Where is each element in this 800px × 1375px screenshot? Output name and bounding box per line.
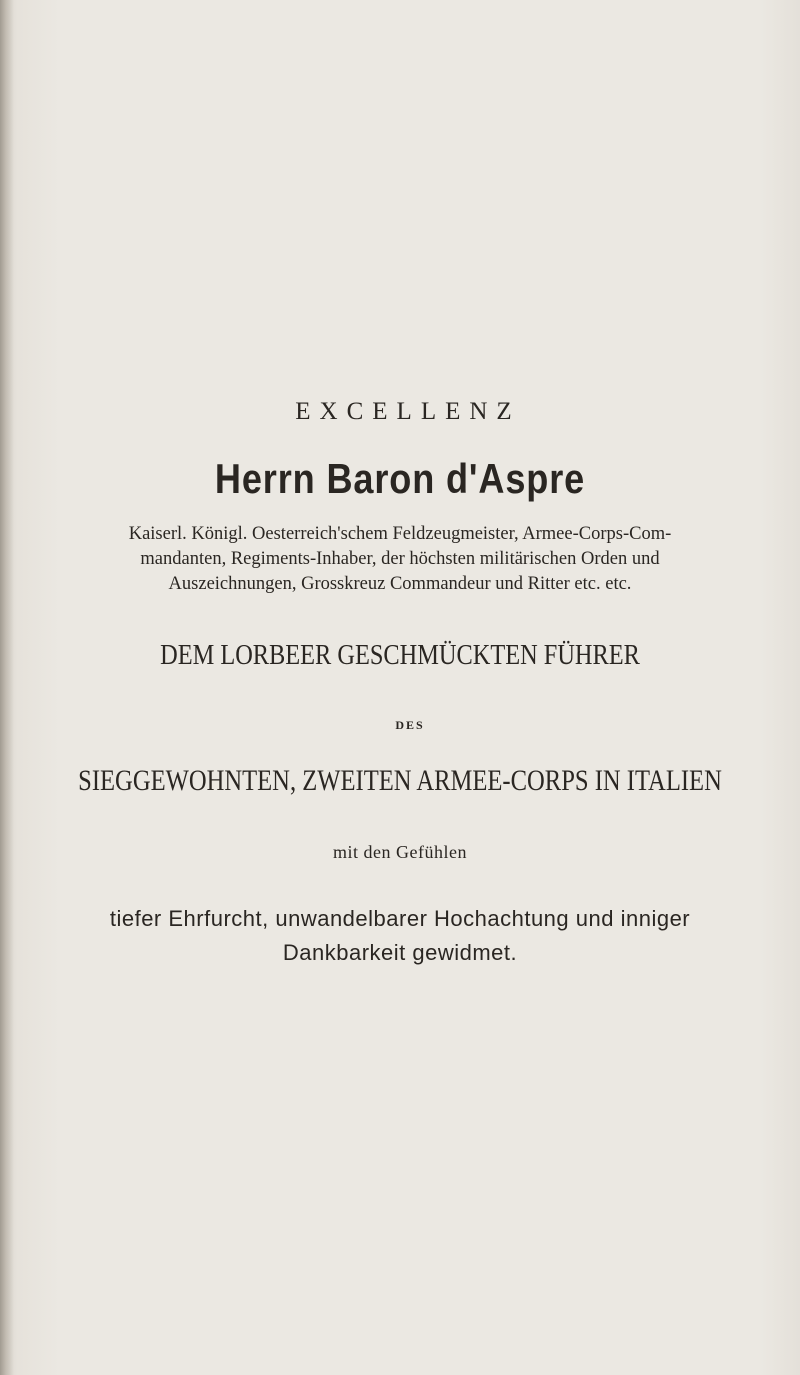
binding-shadow	[0, 0, 14, 1375]
des-word: DES	[395, 718, 425, 732]
dedicatee-titles	[0, 522, 800, 597]
titles-line: Kaiserl. Königl. Oesterreich'schem Feldzeugmeister, Armee-Corps-Com-	[128, 524, 672, 544]
closing-line: Dankbarkeit gewidmet.	[282, 940, 518, 965]
dedicatee-name: Herrn Baron d'Aspre	[214, 455, 586, 502]
leader-heading: DEM LORBEER GESCHMÜCKTEN FÜHRER	[160, 640, 640, 671]
titles-line: Auszeichnungen, Grosskreuz Commandeur und Ritter etc. etc.	[168, 574, 632, 594]
dedication-closing	[0, 902, 800, 970]
closing-line: tiefer Ehrfurcht, unwandelbarer Hochachtung und inniger	[109, 906, 691, 931]
mit-den-gefuehlen: mit den Gefühlen	[333, 842, 467, 862]
excellenz-heading: EXCELLENZ	[295, 398, 521, 425]
titles-line: mandanten, Regiments-Inhaber, der höchsten militärischen Orden und	[140, 549, 660, 569]
corps-heading: SIEGGEWOHNTEN, ZWEITEN ARMEE-CORPS IN ITALIEN	[78, 764, 722, 797]
